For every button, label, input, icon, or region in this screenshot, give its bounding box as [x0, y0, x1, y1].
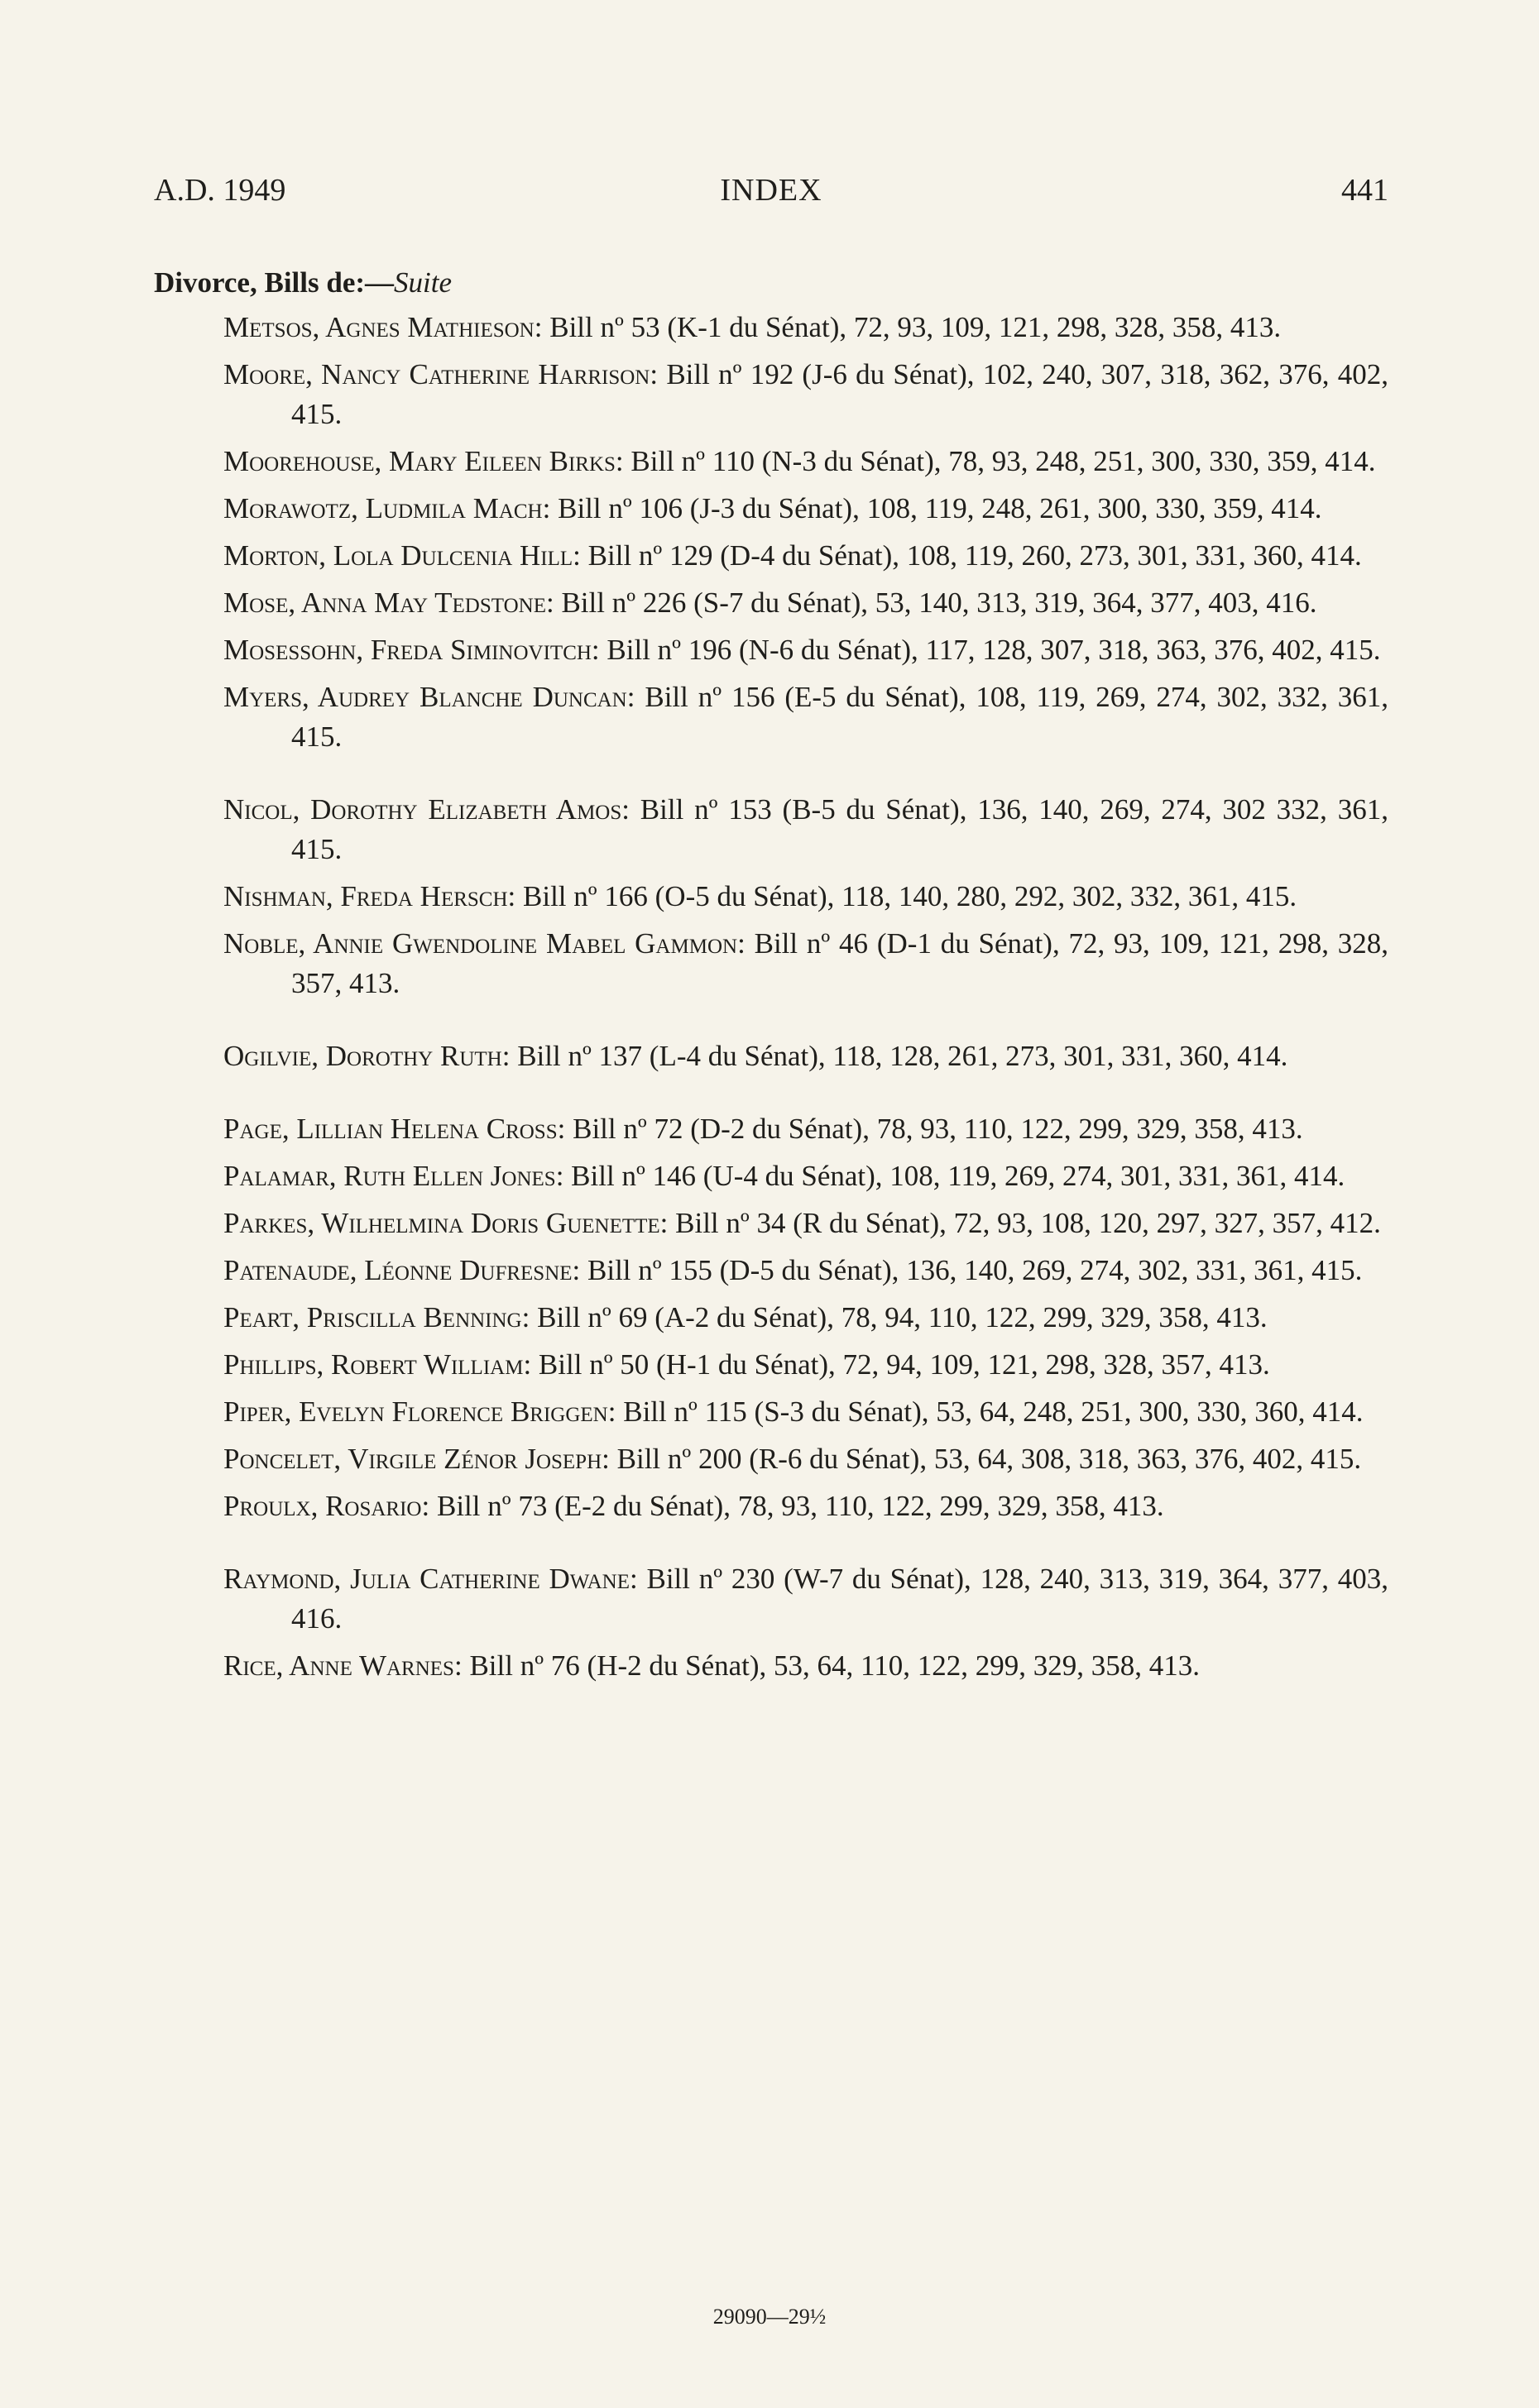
entry-name: Mosessohn, Freda Siminovitch: [223, 634, 592, 666]
index-entry: Moore, Nancy Catherine Harrison: Bill nº 192 (J-6 du Sénat), 102, 240, 307, 318, 362, 376, 402, 415.: [223, 358, 1388, 430]
index-entry: Poncelet, Virgile Zénor Joseph: Bill nº 200 (R-6 du Sénat), 53, 64, 308, 318, 363, 376, 402, 415.: [223, 1443, 1362, 1475]
index-entry: Nicol, Dorothy Elizabeth Amos: Bill nº 153 (B-5 du Sénat), 136, 140, 269, 274, 302 332, 361, 415.: [223, 793, 1388, 865]
index-entry: Moorehouse, Mary Eileen Birks: Bill nº 110 (N-3 du Sénat), 78, 93, 248, 251, 300, 330, 359, 414.: [223, 445, 1376, 477]
entry-name: Nicol, Dorothy Elizabeth Amos: [223, 793, 622, 826]
entry-name: Moore, Nancy Catherine Harrison: [223, 358, 650, 390]
index-entry: Morawotz, Ludmila Mach: Bill nº 106 (J-3 du Sénat), 108, 119, 248, 261, 300, 330, 359, 414.: [223, 492, 1322, 524]
index-entry: Myers, Audrey Blanche Duncan: Bill nº 156 (E-5 du Sénat), 108, 119, 269, 274, 302, 332, 361, 415.: [223, 681, 1388, 753]
printer-mark: 29090—29½: [712, 2305, 827, 2329]
index-entry: Mose, Anna May Tedstone: Bill nº 226 (S-7 du Sénat), 53, 140, 313, 319, 364, 377, 403, 416.: [223, 586, 1317, 619]
index-entry: Rice, Anne Warnes: Bill nº 76 (H-2 du Sénat), 53, 64, 110, 122, 299, 329, 358, 413.: [223, 1649, 1201, 1682]
entry-name: Phillips, Robert William: [223, 1348, 524, 1381]
index-entry: Patenaude, Léonne Dufresne: Bill nº 155 (D-5 du Sénat), 136, 140, 269, 274, 302, 331, 361, 415.: [223, 1254, 1363, 1286]
entry-references: Bill nº 196 (N-6 du Sénat), 117, 128, 307, 318, 363, 376, 402, 415.: [606, 634, 1381, 666]
index-entry: Piper, Evelyn Florence Briggen: Bill nº 115 (S-3 du Sénat), 53, 64, 248, 251, 300, 330, 360, 414.: [223, 1395, 1364, 1428]
section-suite: Suite: [394, 266, 452, 299]
entry-name: Parkes, Wilhelmina Doris Guenette: [223, 1207, 660, 1239]
entry-name: Mose, Anna May Tedstone: [223, 586, 546, 619]
entry-name: Poncelet, Virgile Zénor Joseph: [223, 1443, 602, 1475]
entry-references: Bill nº 115 (S-3 du Sénat), 53, 64, 248, 251, 300, 330, 360, 414.: [623, 1395, 1364, 1428]
index-entry: Parkes, Wilhelmina Doris Guenette: Bill nº 34 (R du Sénat), 72, 93, 108, 120, 297, 327, 357, 412.: [223, 1207, 1381, 1239]
page-number: 441: [1341, 173, 1388, 208]
entry-references: Bill nº 34 (R du Sénat), 72, 93, 108, 120, 297, 327, 357, 412.: [675, 1207, 1381, 1239]
entry-name: Palamar, Ruth Ellen Jones: [223, 1160, 556, 1192]
running-header: [154, 172, 1388, 215]
entry-name: Peart, Priscilla Benning: [223, 1301, 522, 1333]
entry-references: Bill nº 76 (H-2 du Sénat), 53, 64, 110, 122, 299, 329, 358, 413.: [469, 1649, 1201, 1682]
index-entries: [223, 308, 1388, 1693]
entry-references: Bill nº 69 (A-2 du Sénat), 78, 94, 110, 122, 299, 329, 358, 413.: [537, 1301, 1268, 1333]
index-entry: Page, Lillian Helena Cross: Bill nº 72 (D-2 du Sénat), 78, 93, 110, 122, 299, 329, 358, 413.: [223, 1113, 1303, 1145]
index-entry: Phillips, Robert William: Bill nº 50 (H-1 du Sénat), 72, 94, 109, 121, 298, 328, 357, 413.: [223, 1348, 1270, 1381]
entry-references: Bill nº 156 (E-5 du Sénat), 108, 119, 269, 274, 302, 332, 361, 415.: [291, 681, 1388, 753]
index-entry: Ogilvie, Dorothy Ruth: Bill nº 137 (L-4 du Sénat), 118, 128, 261, 273, 301, 331, 360, 414.: [223, 1040, 1288, 1072]
entry-references: Bill nº 137 (L-4 du Sénat), 118, 128, 261, 273, 301, 331, 360, 414.: [517, 1040, 1288, 1072]
entry-references: Bill nº 110 (N-3 du Sénat), 78, 93, 248, 251, 300, 330, 359, 414.: [630, 445, 1376, 477]
entry-name: Rice, Anne Warnes: [223, 1649, 454, 1682]
index-entry: Noble, Annie Gwendoline Mabel Gammon: Bill nº 46 (D-1 du Sénat), 72, 93, 109, 121, 298, 328, 357, 413.: [223, 927, 1388, 999]
entry-references: Bill nº 106 (J-3 du Sénat), 108, 119, 248, 261, 300, 330, 359, 414.: [558, 492, 1322, 524]
entry-references: Bill nº 73 (E-2 du Sénat), 78, 93, 110, 122, 299, 329, 358, 413.: [436, 1490, 1164, 1522]
entry-name: Nishman, Freda Hersch: [223, 880, 508, 912]
entry-name: Piper, Evelyn Florence Briggen: [223, 1395, 608, 1428]
section-title: Divorce, Bills de:—: [154, 266, 395, 299]
entry-references: Bill nº 166 (O-5 du Sénat), 118, 140, 280, 292, 302, 332, 361, 415.: [523, 880, 1297, 912]
entry-references: Bill nº 50 (H-1 du Sénat), 72, 94, 109, 121, 298, 328, 357, 413.: [538, 1348, 1270, 1381]
index-entry: Raymond, Julia Catherine Dwane: Bill nº 230 (W-7 du Sénat), 128, 240, 313, 319, 364, 377, 403, 416.: [223, 1563, 1388, 1635]
entry-references: Bill nº 153 (B-5 du Sénat), 136, 140, 269, 274, 302 332, 361, 415.: [291, 793, 1388, 865]
entry-references: Bill nº 230 (W-7 du Sénat), 128, 240, 313, 319, 364, 377, 403, 416.: [291, 1563, 1388, 1635]
entry-name: Proulx, Rosario: [223, 1490, 422, 1522]
entry-references: Bill nº 192 (J-6 du Sénat), 102, 240, 307, 318, 362, 376, 402, 415.: [291, 358, 1388, 430]
header-year: A.D. 1949: [154, 173, 286, 208]
entry-name: Moorehouse, Mary Eileen Birks: [223, 445, 616, 477]
entry-name: Metsos, Agnes Mathieson: [223, 311, 535, 343]
entry-name: Myers, Audrey Blanche Duncan: [223, 681, 627, 713]
entry-references: Bill nº 72 (D-2 du Sénat), 78, 93, 110, 122, 299, 329, 358, 413.: [573, 1113, 1303, 1145]
entry-name: Raymond, Julia Catherine Dwane: [223, 1563, 630, 1595]
entry-references: Bill nº 146 (U-4 du Sénat), 108, 119, 269, 274, 301, 331, 361, 414.: [571, 1160, 1345, 1192]
entry-references: Bill nº 226 (S-7 du Sénat), 53, 140, 313, 319, 364, 377, 403, 416.: [561, 586, 1317, 619]
index-entry: Proulx, Rosario: Bill nº 73 (E-2 du Sénat), 78, 93, 110, 122, 299, 329, 358, 413.: [223, 1490, 1164, 1522]
entry-references: Bill nº 53 (K-1 du Sénat), 72, 93, 109, 121, 298, 328, 358, 413.: [549, 311, 1282, 343]
entry-references: Bill nº 200 (R-6 du Sénat), 53, 64, 308, 318, 363, 376, 402, 415.: [616, 1443, 1362, 1475]
entry-name: Patenaude, Léonne Dufresne: [223, 1254, 573, 1286]
entry-name: Noble, Annie Gwendoline Mabel Gammon: [223, 927, 738, 960]
entry-name: Page, Lillian Helena Cross: [223, 1113, 558, 1145]
header-title: INDEX: [720, 173, 822, 208]
section-heading: [154, 266, 452, 299]
index-entry: Mosessohn, Freda Siminovitch: Bill nº 196 (N-6 du Sénat), 117, 128, 307, 318, 363, 376, 402, 415.: [223, 634, 1381, 666]
entry-name: Ogilvie, Dorothy Ruth: [223, 1040, 502, 1072]
index-entry: Metsos, Agnes Mathieson: Bill nº 53 (K-1 du Sénat), 72, 93, 109, 121, 298, 328, 358, 413.: [223, 311, 1282, 343]
entry-references: Bill nº 46 (D-1 du Sénat), 72, 93, 109, 121, 298, 328, 357, 413.: [291, 927, 1388, 999]
index-entry: Palamar, Ruth Ellen Jones: Bill nº 146 (U-4 du Sénat), 108, 119, 269, 274, 301, 331, 361, 414.: [223, 1160, 1345, 1192]
index-entry: Morton, Lola Dulcenia Hill: Bill nº 129 (D-4 du Sénat), 108, 119, 260, 273, 301, 331, 360, 414.: [223, 539, 1362, 572]
entry-name: Morawotz, Ludmila Mach: [223, 492, 543, 524]
entry-name: Morton, Lola Dulcenia Hill: [223, 539, 573, 572]
entry-references: Bill nº 129 (D-4 du Sénat), 108, 119, 260, 273, 301, 331, 360, 414.: [587, 539, 1362, 572]
index-entry: Nishman, Freda Hersch: Bill nº 166 (O-5 du Sénat), 118, 140, 280, 292, 302, 332, 361, 415.: [223, 880, 1297, 912]
entry-references: Bill nº 155 (D-5 du Sénat), 136, 140, 269, 274, 302, 331, 361, 415.: [587, 1254, 1363, 1286]
index-entry: Peart, Priscilla Benning: Bill nº 69 (A-2 du Sénat), 78, 94, 110, 122, 299, 329, 358, 413.: [223, 1301, 1268, 1333]
